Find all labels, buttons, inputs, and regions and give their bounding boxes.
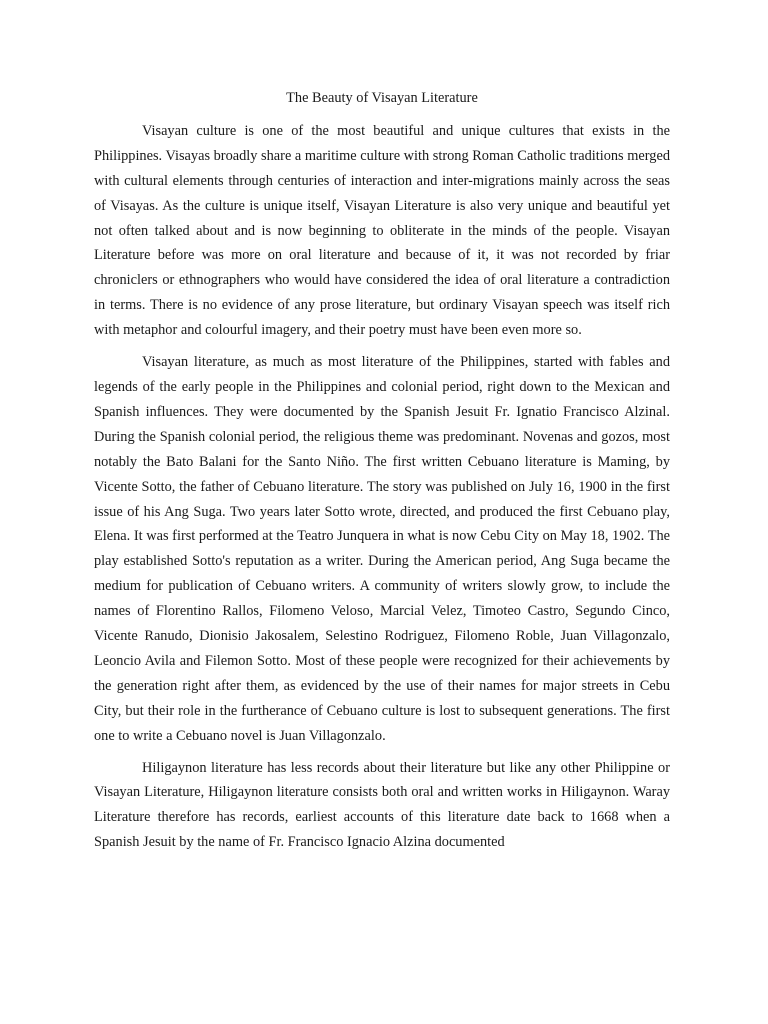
- paragraph-visayan-literature-history: Visayan literature, as much as most literature of the Philippines, started with fables and legends of the early people in the Philippines and colonial period, right down to the Mexican and Spanish influences. They were documented by the Spanish Jesuit Fr. Ignatio Francisco Alzinal. During the Spanish colonial period, the religious theme was predominant. Novenas and gozos, most notably the Bato Balani for the Santo Niño. The first written Cebuano literature is Maming, by Vicente Sotto, the father of Cebuano literature. The story was published on July 16, 1900 in the first issue of his Ang Suga. Two years later Sotto wrote, directed, and produced the first Cebuano play, Elena. It was first performed at the Teatro Junquera in what is now Cebu City on May 18, 1902. The play established Sotto's reputation as a writer. During the American period, Ang Suga became the medium for publication of Cebuano writers. A community of writers slowly grow, to include the names of Florentino Rallos, Filomeno Veloso, Marcial Velez, Timoteo Castro, Segundo Cinco, Vicente Ranudo, Dionisio Jakosalem, Selestino Rodriguez, Filomeno Roble, Juan Villagonzalo, Leoncio Avila and Filemon Sotto. Most of these people were recognized for their achievements by the generation right after them, as evidenced by the use of their names for major streets in Cebu City, but their role in the furtherance of Cebuano culture is lost to subsequent generations. The first one to write a Cebuano novel is Juan Villagonzalo.: [94, 354, 670, 744]
- document-body: [94, 86, 670, 862]
- paragraph-visayan-culture: Visayan culture is one of the most beautiful and unique cultures that exists in the Philippines. Visayas broadly share a maritime culture with strong Roman Catholic traditions merged with cultural elements through centuries of interaction and inter-migrations mainly across the seas of Visayas. As the culture is unique itself, Visayan Literature is also very unique and beautiful yet not often talked about and is now beginning to obliterate in the minds of the people. Visayan Literature before was more on oral literature and because of it, it was not recorded by friar chroniclers or ethnographers who would have considered the idea of oral literature a contradiction in terms. There is no evidence of any prose literature, but ordinary Visayan speech was itself rich with metaphor and colourful imagery, and their poetry must have been even more so.: [94, 122, 670, 339]
- document-title: The Beauty of Visayan Literature: [286, 90, 478, 106]
- paragraph-hiligaynon-literature: Hiligaynon literature has less records about their literature but like any other Philippine or Visayan Literature, Hiligaynon literature consists both oral and written works in Hiligaynon. Waray Literature therefore has records, earliest accounts of this literature date back to 1668 when a Spanish Jesuit by the name of Fr. Francisco Ignacio Alzina documented: [94, 759, 670, 851]
